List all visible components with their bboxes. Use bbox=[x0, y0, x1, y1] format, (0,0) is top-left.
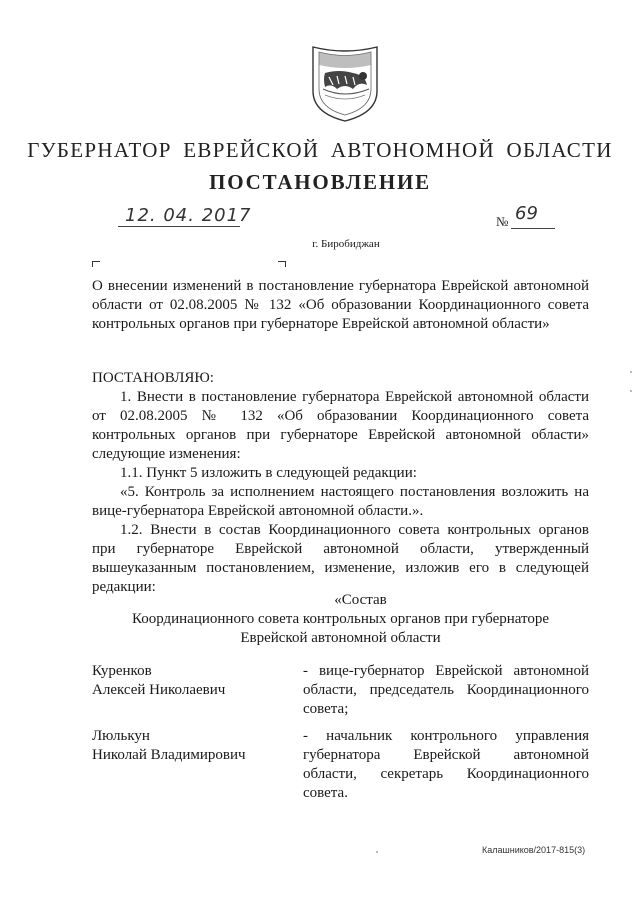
member-given-names: Николай Владимирович bbox=[92, 747, 246, 763]
handwritten-number: 69 bbox=[515, 203, 538, 224]
scan-speck bbox=[376, 851, 378, 853]
member-row bbox=[92, 727, 589, 807]
item-1-line: контрольных органов при губернаторе Еврейской автономной области» bbox=[92, 427, 589, 443]
item-1-line: 1. Внести в постановление губернатора Еврейской автономной области bbox=[120, 389, 589, 405]
scan-speck bbox=[630, 390, 632, 392]
subject-corner-right bbox=[278, 261, 286, 267]
member-surname: Люлькун bbox=[92, 728, 150, 744]
item-1-2-line: редакции: bbox=[92, 579, 156, 595]
subject-line: контрольных органов при губернаторе Еврейской автономной области» bbox=[92, 316, 550, 332]
member-role bbox=[303, 662, 589, 719]
item-1-2-line: 1.2. Внести в состав Координационного совета контрольных органов bbox=[120, 522, 589, 538]
member-role-line: совета; bbox=[303, 701, 349, 717]
member-surname: Куренков bbox=[92, 663, 152, 679]
composition-title-line: Еврейской автономной области bbox=[240, 630, 441, 646]
handwritten-date: 12. 04. 2017 bbox=[125, 205, 252, 226]
subject-corner-left bbox=[92, 261, 100, 267]
item-1-line: от 02.08.2005 № 132 «Об образовании Координационного совета bbox=[92, 408, 589, 424]
number-label: № bbox=[496, 214, 509, 229]
item-1-1-quote-line: вице-губернатора Еврейской автономной области.». bbox=[92, 503, 424, 519]
footer-code: Калашников/2017-815(3) bbox=[482, 845, 586, 855]
subject-line: области от 02.08.2005 № 132 «Об образовании Координационного совета bbox=[92, 297, 589, 313]
member-role bbox=[303, 727, 589, 803]
item-1-2-line: при губернаторе Еврейской автономной области, утвержденный bbox=[92, 541, 589, 557]
member-role-line: области, секретарь Координационного bbox=[303, 766, 589, 782]
city-name: г. Биробиджан bbox=[312, 238, 380, 250]
member-name bbox=[92, 727, 282, 765]
authority-title: ГУБЕРНАТОР ЕВРЕЙСКОЙ АВТОНОМНОЙ ОБЛАСТИ bbox=[27, 138, 613, 162]
coat-of-arms-emblem bbox=[303, 43, 387, 123]
composition-title bbox=[92, 591, 589, 648]
member-row bbox=[92, 662, 589, 722]
member-given-names: Алексей Николаевич bbox=[92, 682, 226, 698]
date-underline bbox=[118, 226, 240, 227]
item-1-2-line: вышеуказанным постановлением, изменение, изложив его в следующей bbox=[92, 560, 589, 576]
composition-title-line: Координационного совета контрольных органов при губернаторе bbox=[131, 611, 550, 627]
composition-title-line: «Состав bbox=[334, 592, 387, 608]
member-name bbox=[92, 662, 282, 700]
subject-block bbox=[92, 277, 589, 334]
item-1-1: 1.1. Пункт 5 изложить в следующей редакции: bbox=[120, 465, 417, 481]
item-1-line: следующие изменения: bbox=[92, 446, 241, 462]
member-role-line: - вице-губернатор Еврейской автономной bbox=[303, 663, 589, 679]
decree-body bbox=[92, 369, 589, 597]
item-1-1-quote-line: «5. Контроль за исполнением настоящего постановления возложить на bbox=[120, 484, 589, 500]
subject-line: О внесении изменений в постановление губернатора Еврейской автономной bbox=[92, 278, 589, 294]
member-role-line: губернатора Еврейской автономной bbox=[303, 747, 589, 763]
scan-speck bbox=[630, 371, 632, 373]
document-type-heading: ПОСТАНОВЛЕНИЕ bbox=[209, 170, 431, 194]
resolve-word: ПОСТАНОВЛЯЮ: bbox=[92, 370, 214, 386]
member-role-line: совета. bbox=[303, 785, 348, 801]
number-underline bbox=[511, 228, 555, 229]
member-role-line: - начальник контрольного управления bbox=[303, 728, 589, 744]
member-role-line: области, председатель Координационного bbox=[303, 682, 589, 698]
